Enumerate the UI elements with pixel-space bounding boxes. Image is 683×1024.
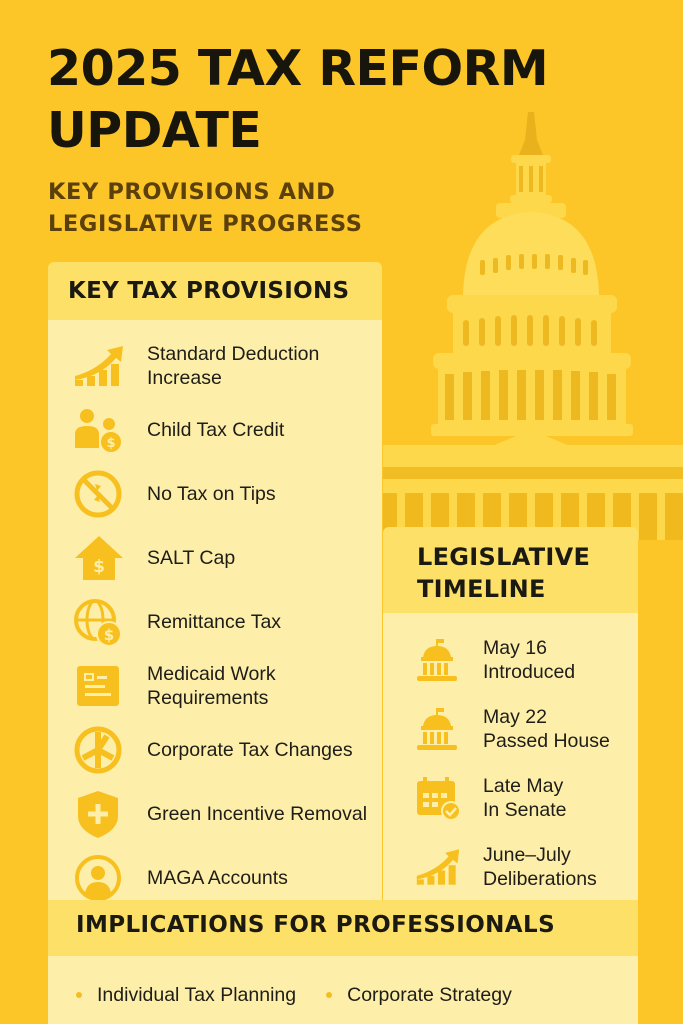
- provision-item: [48, 334, 382, 398]
- bullet-dot-icon: [326, 992, 332, 998]
- implication-item: Individual Tax Planning: [76, 966, 296, 1024]
- timeline-event: [383, 832, 638, 901]
- provision-item: [48, 590, 382, 654]
- key-provisions-heading: KEY TAX PROVISIONS: [68, 278, 350, 304]
- no-tips-icon: [73, 468, 125, 520]
- capitol-flag-icon: [415, 706, 461, 752]
- corporate-icon: [73, 724, 125, 776]
- bullet-dot-icon: [76, 992, 82, 998]
- key-tax-provisions-card: [48, 262, 382, 902]
- provision-item: [48, 462, 382, 526]
- family-dollar-icon: [73, 404, 125, 456]
- provision-label: Standard Deduction Increase: [147, 343, 320, 389]
- id-card-icon: [73, 660, 125, 712]
- provision-label: Green Incentive Removal: [147, 803, 368, 825]
- calendar-check-icon: [415, 775, 461, 821]
- provision-label: Remittance Tax: [147, 611, 282, 633]
- provision-label: Corporate Tax Changes: [147, 739, 353, 761]
- provision-label: No Tax on Tips: [147, 483, 276, 505]
- provision-item: [48, 526, 382, 590]
- svg-text:$: $: [103, 626, 115, 644]
- provision-label: Medicaid Work Requirements: [147, 663, 276, 709]
- capitol-icon: [415, 637, 461, 683]
- growth-chart-icon: [73, 340, 125, 392]
- page-title: 2025 TAX REFORM UPDATE: [47, 40, 549, 159]
- provision-item: [48, 654, 382, 718]
- implications-card: [48, 900, 638, 1024]
- svg-text:$: $: [93, 557, 105, 577]
- timeline-heading: LEGISLATIVE TIMELINE: [417, 543, 591, 603]
- provision-label: SALT Cap: [147, 547, 236, 569]
- timeline-event-text: May 16 Introduced: [483, 636, 576, 683]
- provision-label: MAGA Accounts: [147, 867, 288, 889]
- timeline-event-text: May 22 Passed House: [483, 705, 610, 752]
- timeline-event-text: Late May In Senate: [483, 774, 567, 821]
- house-dollar-icon: [73, 532, 125, 584]
- implications-heading: IMPLICATIONS FOR PROFESSIONALS: [76, 912, 556, 938]
- provision-item: [48, 718, 382, 782]
- implication-item: Corporate Strategy: [326, 966, 512, 1024]
- provision-label: Child Tax Credit: [147, 419, 285, 441]
- legislative-timeline-card: [383, 527, 638, 902]
- provision-item: [48, 846, 382, 902]
- svg-text:$: $: [106, 436, 116, 451]
- timeline-event: [383, 694, 638, 763]
- page-subtitle: KEY PROVISIONS AND LEGISLATIVE PROGRESS: [48, 179, 363, 237]
- provision-item: [48, 782, 382, 846]
- shield-plus-icon: [73, 788, 125, 840]
- provision-item: [48, 398, 382, 462]
- user-circle-icon: [73, 852, 125, 902]
- globe-dollar-icon: [73, 596, 125, 648]
- timeline-event-text: June–July Deliberations: [483, 843, 597, 890]
- growth-chart-icon: [415, 844, 461, 890]
- timeline-event: [383, 625, 638, 694]
- timeline-event: [383, 763, 638, 832]
